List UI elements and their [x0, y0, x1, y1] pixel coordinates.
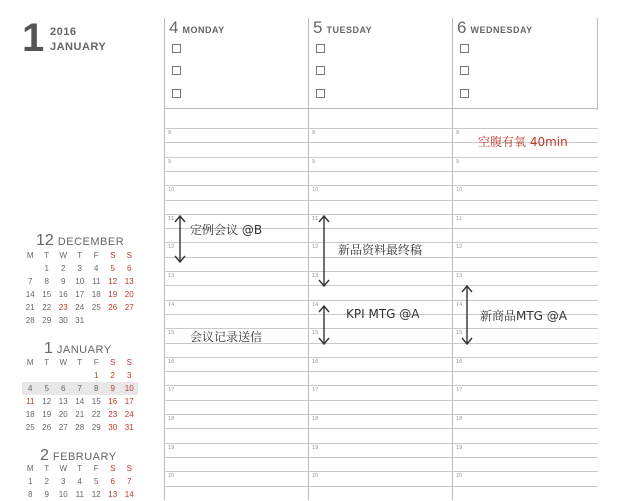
date-cell[interactable]: 28: [75, 423, 85, 432]
date-cell[interactable]: 26: [108, 303, 118, 312]
date-cell[interactable]: 5: [110, 264, 115, 273]
date-cell[interactable]: 10: [124, 384, 134, 393]
day-name: MONDAY: [182, 25, 225, 35]
date-cell[interactable]: 14: [75, 397, 85, 406]
date-cell[interactable]: 6: [61, 384, 66, 393]
hour-label: 9: [456, 159, 460, 165]
date-cell[interactable]: 4: [28, 384, 33, 393]
arrow-tuesday-draft: [319, 216, 329, 286]
date-cell[interactable]: 3: [61, 477, 66, 486]
date-cell[interactable]: 31: [75, 316, 85, 325]
date-cell[interactable]: 7: [127, 477, 132, 486]
date-cell[interactable]: 2: [110, 371, 115, 380]
hour-label: 8: [456, 130, 460, 136]
day-number: 4: [169, 18, 179, 37]
year-label: 2016: [50, 26, 77, 38]
date-cell[interactable]: 20: [58, 410, 68, 419]
weekday-label: S: [110, 251, 116, 260]
weekday-label: T: [44, 358, 50, 367]
date-cell[interactable]: 13: [58, 397, 68, 406]
hour-label: 11: [312, 216, 319, 222]
weekday-label: S: [126, 251, 132, 260]
weekday-label: M: [26, 358, 34, 367]
date-cell[interactable]: 18: [91, 290, 101, 299]
date-cell[interactable]: 31: [124, 423, 134, 432]
hour-label: 13: [312, 273, 319, 279]
mini-month-name: JANUARY: [56, 344, 112, 356]
date-cell[interactable]: 16: [108, 397, 118, 406]
date-cell[interactable]: 1: [44, 264, 49, 273]
day-number: 5: [313, 18, 323, 37]
date-cell[interactable]: 25: [25, 423, 35, 432]
weekday-label: T: [77, 358, 83, 367]
weekday-label: W: [59, 358, 68, 367]
date-cell[interactable]: 8: [94, 384, 99, 393]
weekday-label: T: [77, 251, 83, 260]
date-cell[interactable]: 8: [44, 277, 49, 286]
day-number: 6: [457, 18, 467, 37]
date-cell[interactable]: 3: [127, 371, 132, 380]
arrow-monday-meeting: [175, 216, 185, 262]
date-cell[interactable]: 9: [61, 277, 66, 286]
mini-month-name: FEBRUARY: [52, 451, 117, 463]
hour-label: 19: [168, 445, 175, 451]
date-cell[interactable]: 26: [42, 423, 52, 432]
date-cell[interactable]: 15: [42, 290, 52, 299]
weekday-label: S: [110, 358, 116, 367]
hour-label: 16: [456, 359, 463, 365]
date-cell[interactable]: 2: [61, 264, 66, 273]
date-cell[interactable]: 8: [28, 490, 33, 499]
date-cell[interactable]: 9: [44, 490, 49, 499]
hour-label: 12: [312, 244, 319, 250]
arrow-wednesday-product: [462, 286, 472, 344]
hour-label: 14: [312, 302, 319, 308]
date-cell[interactable]: 25: [91, 303, 101, 312]
hour-label: 18: [168, 416, 175, 422]
date-cell[interactable]: 1: [28, 477, 33, 486]
date-cell[interactable]: 10: [75, 277, 85, 286]
weekday-label: F: [93, 358, 99, 367]
hour-label: 18: [312, 416, 319, 422]
weekday-label: W: [59, 251, 68, 260]
hour-label: 19: [312, 445, 319, 451]
mini-month-name: DECEMBER: [57, 236, 125, 248]
weekday-label: S: [126, 464, 132, 473]
date-cell[interactable]: 3: [77, 264, 82, 273]
hour-label: 16: [312, 359, 319, 365]
hour-label: 15: [456, 330, 463, 336]
hour-label: 11: [456, 216, 463, 222]
day-name: WEDNESDAY: [470, 25, 533, 35]
date-cell[interactable]: 23: [108, 410, 118, 419]
mini-month-number: 1: [44, 340, 53, 357]
date-cell[interactable]: 21: [25, 303, 35, 312]
date-cell[interactable]: 18: [25, 410, 35, 419]
date-cell[interactable]: 28: [25, 316, 35, 325]
hour-label: 16: [168, 359, 175, 365]
hour-label: 8: [168, 130, 172, 136]
date-cell[interactable]: 17: [75, 290, 85, 299]
weekday-label: T: [44, 464, 50, 473]
date-cell[interactable]: 22: [91, 410, 101, 419]
note-monday-minutes[interactable]: 会议记录送信: [190, 330, 263, 344]
note-wednesday-cardio[interactable]: 空腹有氧 40min: [478, 135, 568, 149]
date-cell[interactable]: 20: [124, 290, 134, 299]
date-cell[interactable]: 19: [108, 290, 118, 299]
weekday-label: M: [26, 251, 34, 260]
hour-label: 12: [456, 244, 463, 250]
month-number: 1: [22, 16, 45, 60]
date-cell[interactable]: 19: [42, 410, 52, 419]
date-cell[interactable]: 17: [124, 397, 134, 406]
hour-label: 14: [168, 302, 175, 308]
weekday-label: M: [26, 464, 34, 473]
hour-label: 11: [168, 216, 175, 222]
date-cell[interactable]: 4: [77, 477, 82, 486]
date-cell[interactable]: 30: [108, 423, 118, 432]
date-cell[interactable]: 11: [92, 277, 101, 286]
weekday-label: F: [93, 251, 99, 260]
weekday-label: S: [110, 464, 116, 473]
date-cell[interactable]: 22: [42, 303, 52, 312]
note-tuesday-kpi[interactable]: KPI MTG @A: [346, 307, 420, 321]
date-cell[interactable]: 15: [91, 397, 101, 406]
hour-label: 10: [168, 187, 175, 193]
mini-month-number: 12: [36, 232, 54, 249]
hour-label: 12: [168, 244, 175, 250]
hour-label: 14: [456, 302, 463, 308]
date-cell[interactable]: 16: [58, 290, 68, 299]
hour-label: 18: [456, 416, 463, 422]
date-cell[interactable]: 27: [58, 423, 68, 432]
weekday-label: S: [126, 358, 132, 367]
date-cell[interactable]: 24: [75, 303, 85, 312]
hour-label: 17: [168, 387, 175, 393]
mini-month-number: 2: [40, 447, 49, 464]
hour-label: 13: [456, 273, 463, 279]
date-cell[interactable]: 7: [77, 384, 82, 393]
weekday-label: F: [93, 464, 99, 473]
hour-label: 15: [312, 330, 319, 336]
date-cell[interactable]: 4: [94, 264, 99, 273]
arrow-tuesday-kpi: [319, 306, 329, 344]
date-cell[interactable]: 5: [44, 384, 49, 393]
date-cell[interactable]: 21: [75, 410, 85, 419]
day-name: TUESDAY: [326, 25, 373, 35]
hour-label: 10: [456, 187, 463, 193]
hour-label: 9: [168, 159, 172, 165]
date-cell[interactable]: 6: [127, 264, 132, 273]
weekday-label: T: [44, 251, 50, 260]
hour-label: 20: [312, 473, 319, 479]
date-cell[interactable]: 9: [110, 384, 115, 393]
date-cell[interactable]: 10: [58, 490, 68, 499]
date-cell[interactable]: 13: [108, 490, 118, 499]
weekday-label: W: [59, 464, 68, 473]
hour-label: 17: [312, 387, 319, 393]
date-cell[interactable]: 2: [44, 477, 49, 486]
date-cell[interactable]: 14: [124, 490, 134, 499]
note-monday-meeting[interactable]: 定例会议 @B: [190, 223, 263, 237]
note-tuesday-draft[interactable]: 新品资料最终稿: [338, 243, 423, 257]
hour-label: 19: [456, 445, 463, 451]
hour-label: 20: [456, 473, 463, 479]
date-cell[interactable]: 11: [75, 490, 84, 499]
hour-label: 10: [312, 187, 319, 193]
hour-label: 15: [168, 330, 175, 336]
date-cell[interactable]: 30: [58, 316, 68, 325]
date-cell[interactable]: 27: [124, 303, 134, 312]
date-cell[interactable]: 23: [58, 303, 68, 312]
hour-label: 9: [312, 159, 316, 165]
date-cell[interactable]: 29: [42, 316, 52, 325]
date-cell[interactable]: 12: [91, 490, 101, 499]
note-wednesday-product[interactable]: 新商品MTG @A: [480, 309, 568, 323]
date-cell[interactable]: 7: [28, 277, 33, 286]
date-cell[interactable]: 11: [26, 397, 35, 406]
hour-label: 8: [312, 130, 316, 136]
hour-label: 17: [456, 387, 463, 393]
date-cell[interactable]: 1: [94, 371, 99, 380]
month-name-label: JANUARY: [50, 41, 107, 53]
hour-label: 13: [168, 273, 175, 279]
hour-label: 20: [168, 473, 175, 479]
date-cell[interactable]: 5: [94, 477, 99, 486]
date-cell[interactable]: 29: [91, 423, 101, 432]
date-cell[interactable]: 24: [124, 410, 134, 419]
date-cell[interactable]: 12: [108, 277, 118, 286]
date-cell[interactable]: 12: [42, 397, 52, 406]
weekday-label: T: [77, 464, 83, 473]
date-cell[interactable]: 14: [25, 290, 35, 299]
date-cell[interactable]: 13: [124, 277, 134, 286]
date-cell[interactable]: 6: [110, 477, 115, 486]
